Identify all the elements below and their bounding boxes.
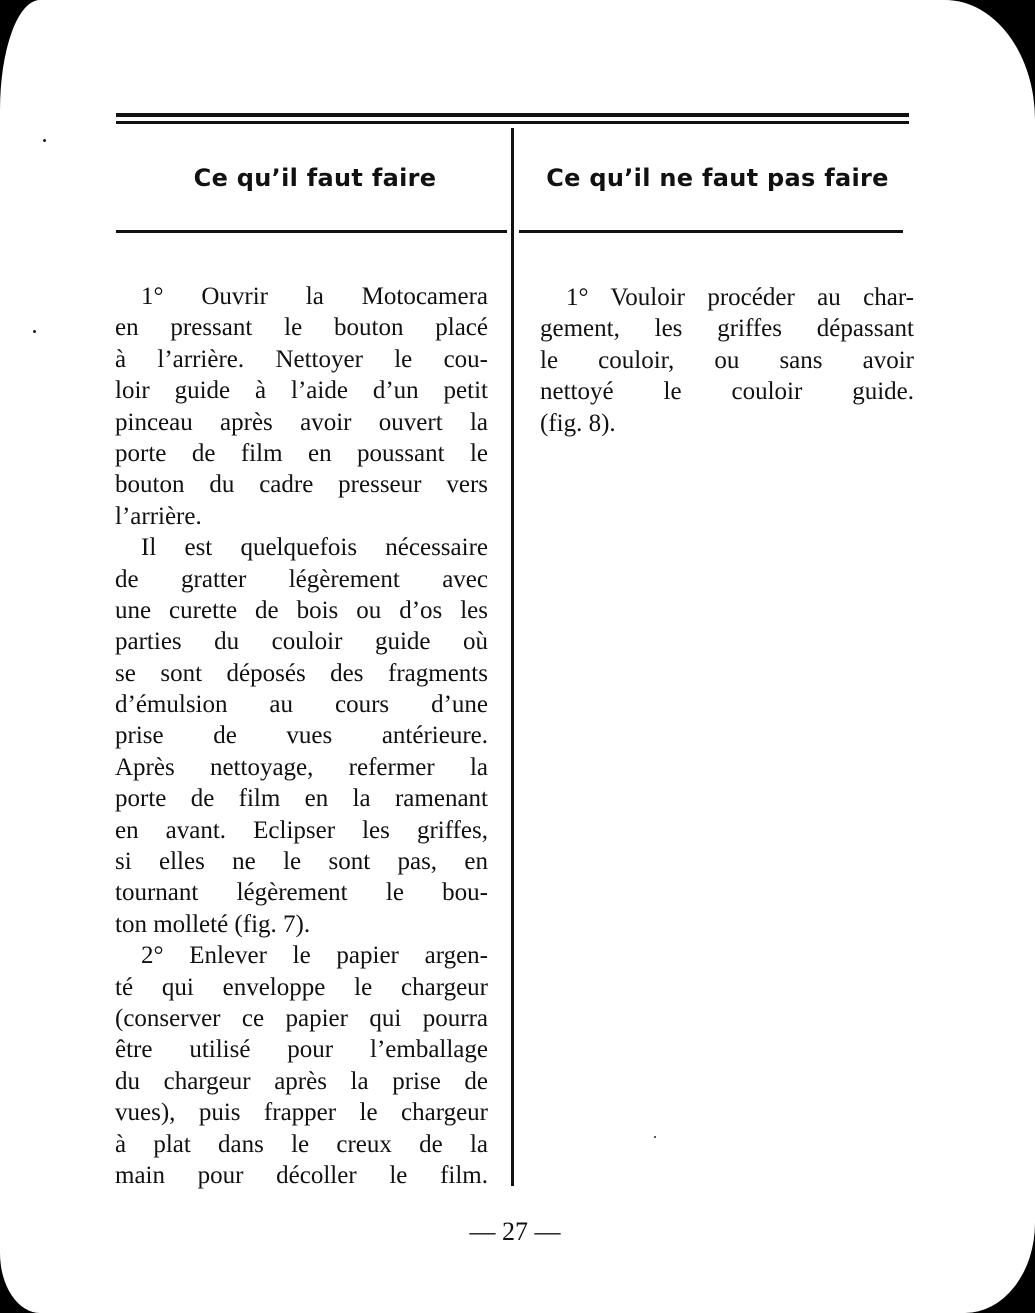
- right-heading-rule: [519, 230, 903, 233]
- scan-speck: [33, 330, 36, 333]
- text-line: (conserver ce papier qui pourra: [115, 1004, 488, 1032]
- text-line: prise de vues antérieure.: [115, 722, 488, 750]
- text-line: parties du couloir guide où: [115, 628, 488, 656]
- text-line: du chargeur après la prise de: [115, 1067, 488, 1095]
- text-line: à plat dans le creux de la: [115, 1130, 488, 1158]
- text-line: Après nettoyage, refermer la: [115, 753, 488, 781]
- text-line: vues), puis frapper le chargeur: [115, 1099, 488, 1127]
- page-number: — 27 —: [469, 1217, 561, 1246]
- column-divider: [511, 128, 514, 1186]
- text-line: (fig. 8).: [540, 409, 616, 437]
- text-line: le couloir, ou sans avoir: [540, 346, 914, 374]
- text-line: si elles ne le sont pas, en: [115, 848, 488, 876]
- text-line: pinceau après avoir ouvert la: [115, 408, 488, 436]
- text-line: l’arrière.: [115, 502, 202, 530]
- text-line: porte de film en poussant le: [115, 439, 488, 467]
- text-line: gement, les griffes dépassant: [540, 315, 914, 343]
- text-line: porte de film en la ramenant: [115, 785, 488, 813]
- right-column-heading: Ce qu’il ne faut pas faire: [546, 164, 889, 192]
- left-column-text: [115, 281, 488, 1191]
- text-line: 2° Enlever le papier argen-: [141, 942, 488, 970]
- text-line: 1° Ouvrir la Motocamera: [141, 283, 488, 310]
- text-line: bouton du cadre presseur vers: [115, 471, 488, 499]
- text-line: se sont déposés des fragments: [115, 659, 488, 687]
- text-line: en pressant le bouton placé: [115, 314, 488, 342]
- text-line: être utilisé pour l’emballage: [115, 1036, 488, 1064]
- scan-speck: [43, 139, 46, 142]
- text-line: d’émulsion au cours d’une: [115, 691, 488, 719]
- text-line: Il est quelquefois nécessaire: [141, 534, 488, 562]
- left-column-heading: Ce qu’il faut faire: [193, 164, 437, 192]
- scan-speck: [654, 1136, 656, 1138]
- text-line: ton molleté (fig. 7).: [115, 910, 311, 938]
- top-double-rule-upper: [116, 113, 909, 117]
- text-line: loir guide à l’aide d’un petit: [115, 377, 488, 405]
- text-line: té qui enveloppe le chargeur: [115, 973, 488, 1001]
- text-line: une curette de bois ou d’os les: [115, 596, 488, 624]
- text-line: 1° Vouloir procéder au char-: [566, 284, 914, 311]
- text-line: nettoyé le couloir guide.: [540, 378, 914, 406]
- text-line: main pour décoller le film.: [115, 1161, 488, 1189]
- top-double-rule-lower: [116, 121, 909, 124]
- text-line: en avant. Eclipser les griffes,: [115, 816, 488, 844]
- right-column-text: [540, 282, 914, 439]
- left-heading-rule: [116, 230, 507, 233]
- text-line: tournant légèrement le bou-: [115, 879, 488, 907]
- text-line: de gratter légèrement avec: [115, 565, 488, 593]
- text-line: à l’arrière. Nettoyer le cou-: [115, 345, 488, 373]
